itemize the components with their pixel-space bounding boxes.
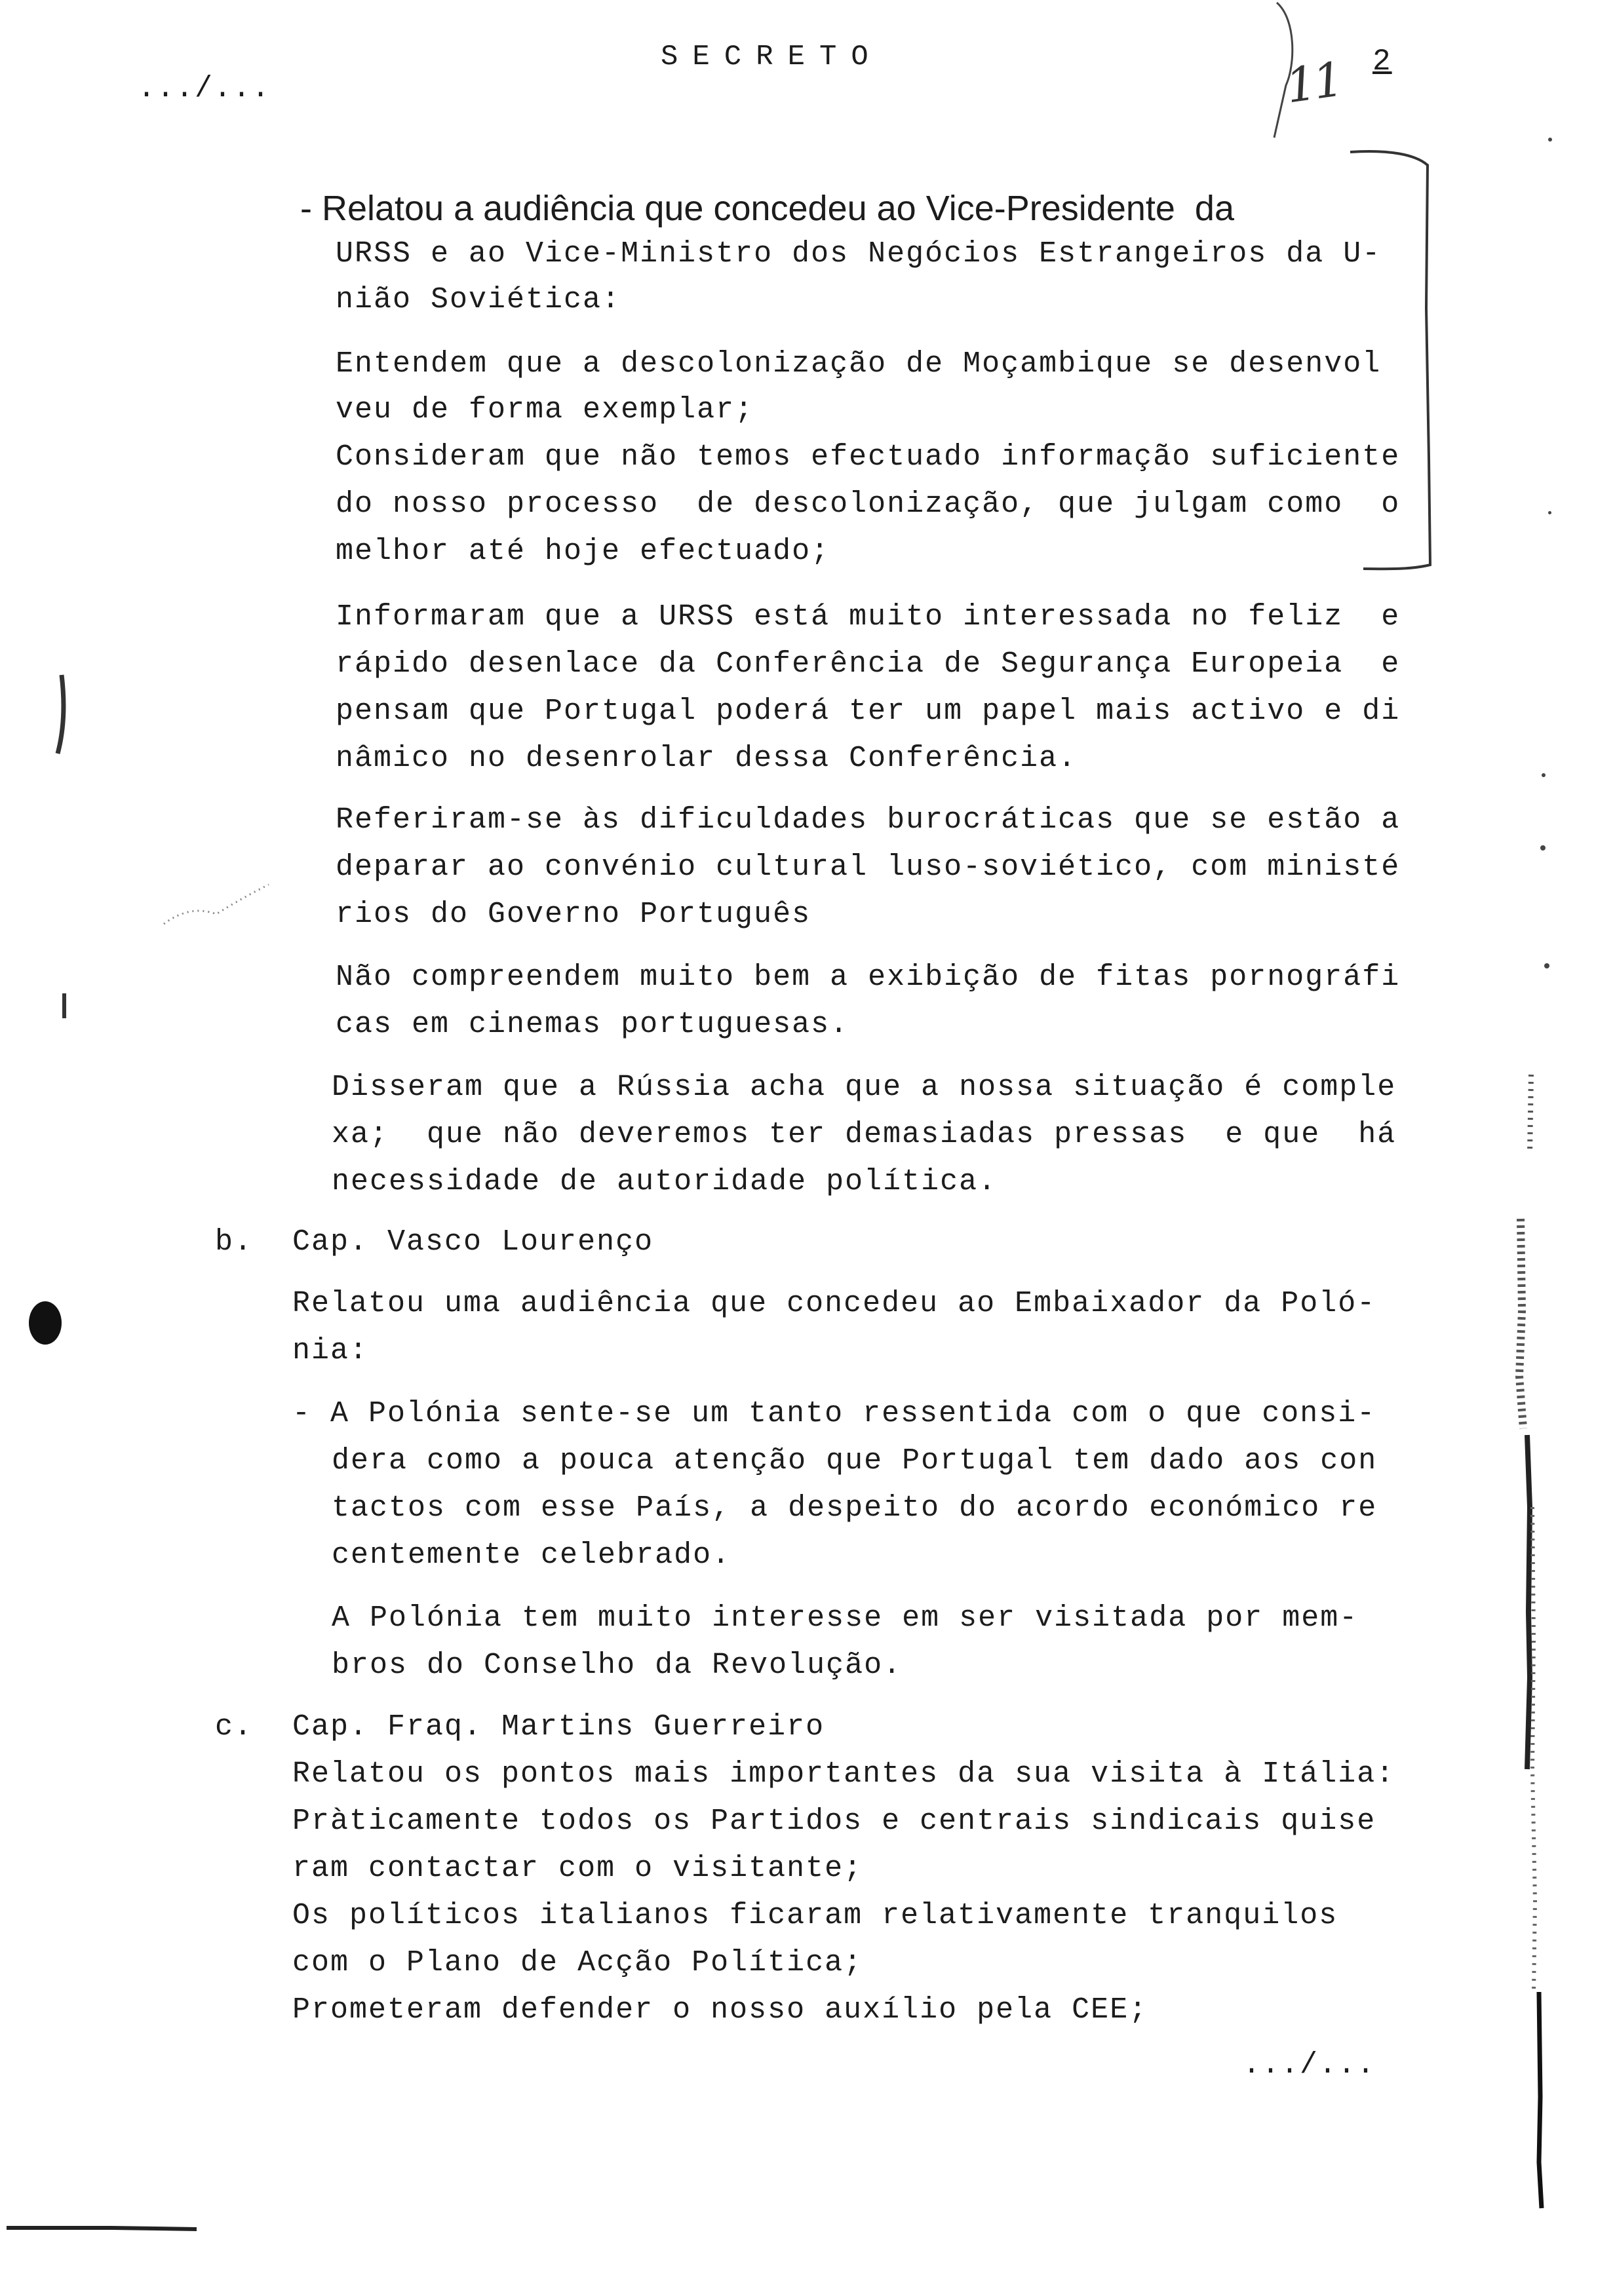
text-line-15: rios do Governo Português xyxy=(336,898,811,931)
text-line-c4: Os políticos italianos ficaram relativamente tranquilos xyxy=(292,1899,1338,1932)
text-line-b8: bros do Conselho da Revolução. xyxy=(332,1649,903,1682)
text-line-12: nâmico no desenrolar dessa Conferência. xyxy=(336,742,1078,775)
margin-smudge xyxy=(164,885,269,924)
text-line-2: URSS e ao Vice-Ministro dos Negócios Estrangeiros da U- xyxy=(336,237,1382,271)
text-line-b2: nia: xyxy=(292,1334,369,1368)
scan-bottom-line xyxy=(7,2228,197,2229)
classification-header: SECRETO xyxy=(661,41,883,73)
section-letter-c: c. xyxy=(215,1710,254,1744)
scan-speck xyxy=(1548,511,1551,514)
text-line-11: pensam que Portugal poderá ter um papel mais activo e di xyxy=(336,695,1401,728)
scan-edge-line xyxy=(1527,1435,1530,1769)
scan-speckle-strip-2 xyxy=(1530,1075,1531,1153)
continuation-mark-top: .../... xyxy=(138,72,271,105)
punch-hole xyxy=(29,1301,62,1345)
text-line-c1: Relatou os pontos mais importantes da sua visita à Itália: xyxy=(292,1757,1395,1791)
section-heading-c: Cap. Fraq. Martins Guerreiro xyxy=(292,1710,825,1744)
text-line-c2: Pràticamente todos os Partidos e centrais sindicais quise xyxy=(292,1805,1376,1838)
text-line-1: - Relatou a audiência que concedeu ao Vice-Presidente da xyxy=(300,189,1234,228)
text-line-7: do nosso processo de descolonização, que julgam como o xyxy=(336,488,1401,521)
handwritten-bracket xyxy=(1350,151,1430,569)
text-line-10: rápido desenlace da Conferência de Segurança Europeia e xyxy=(336,647,1401,681)
text-line-b6: centemente celebrado. xyxy=(332,1539,731,1572)
text-line-6: Consideram que não temos efectuado informação suficiente xyxy=(336,440,1401,474)
text-line-b4: dera como a pouca atenção que Portugal tem dado aos con xyxy=(332,1444,1378,1478)
scan-speckle-strip-3 xyxy=(1532,1507,1535,1992)
text-line-3: nião Soviética: xyxy=(336,283,621,316)
text-line-b3: - A Polónia sente-se um tanto ressentida com o que consi- xyxy=(292,1397,1376,1430)
text-line-c6: Prometeram defender o nosso auxílio pela CEE; xyxy=(292,1993,1148,2027)
text-line-17: cas em cinemas portuguesas. xyxy=(336,1008,849,1041)
text-line-20: necessidade de autoridade política. xyxy=(332,1165,998,1198)
margin-mark-left xyxy=(58,675,64,754)
text-line-8: melhor até hoje efectuado; xyxy=(336,535,830,568)
text-line-c3: ram contactar com o visitante; xyxy=(292,1852,863,1885)
text-line-16: Não compreendem muito bem a exibição de fitas pornográfi xyxy=(336,961,1401,994)
handwritten-stroke xyxy=(1274,3,1293,138)
handwritten-reference: 11 xyxy=(1282,51,1345,114)
text-line-4: Entendem que a descolonização de Moçambique se desenvol xyxy=(336,347,1382,381)
scan-speck xyxy=(1548,138,1552,142)
text-line-b7: A Polónia tem muito interesse em ser visitada por mem- xyxy=(332,1601,1359,1635)
scan-edge-line-lower xyxy=(1539,1992,1542,2208)
scan-speck xyxy=(1544,963,1549,968)
section-heading-b: Cap. Vasco Lourenço xyxy=(292,1225,654,1259)
scan-speckle-strip xyxy=(1519,1219,1523,1428)
text-line-9: Informaram que a URSS está muito interessada no feliz e xyxy=(336,600,1401,634)
text-line-13: Referiram-se às dificuldades burocráticas que se estão a xyxy=(336,803,1401,837)
text-line-14: deparar ao convénio cultural luso-soviético, com ministé xyxy=(336,851,1401,884)
text-line-b1: Relatou uma audiência que concedeu ao Embaixador da Poló- xyxy=(292,1287,1376,1320)
text-line-c5: com o Plano de Acção Política; xyxy=(292,1946,863,1980)
continuation-mark-bottom: .../... xyxy=(1243,2048,1376,2082)
text-line-5: veu de forma exemplar; xyxy=(336,393,754,427)
page-number: 2 xyxy=(1372,45,1392,79)
scan-speck xyxy=(1540,845,1546,851)
text-line-19: xa; que não deveremos ter demasiadas pressas e que há xyxy=(332,1118,1397,1151)
text-line-18: Disseram que a Rússia acha que a nossa situação é comple xyxy=(332,1071,1397,1104)
scan-speck xyxy=(1542,773,1546,777)
text-line-b5: tactos com esse País, a despeito do acordo económico re xyxy=(332,1491,1378,1525)
section-letter-b: b. xyxy=(215,1225,254,1259)
